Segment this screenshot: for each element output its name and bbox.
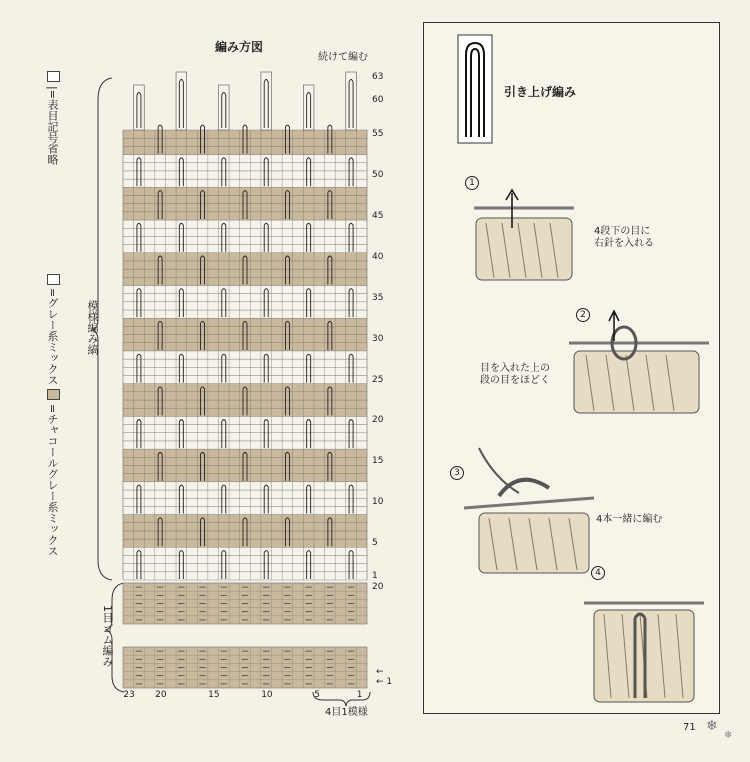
continuation-column [134, 85, 145, 130]
row-number: 5 [372, 538, 378, 549]
chart-row [123, 547, 367, 555]
step-4-illustration [579, 588, 709, 708]
chart-row [123, 302, 367, 310]
chart-row [123, 531, 367, 539]
chart-row [123, 179, 367, 187]
chart-row [123, 498, 367, 506]
row-number: 55 [372, 129, 384, 140]
step-2-illustration [564, 303, 714, 423]
flower-decoration-icon: ❄ [706, 718, 718, 734]
step-3-number: 3 [450, 466, 464, 480]
chart-row [123, 465, 367, 473]
chart-row [123, 408, 367, 416]
row-number: 45 [372, 210, 384, 221]
chart-row [123, 294, 367, 302]
chart-row [123, 261, 367, 269]
chart-row [123, 204, 367, 212]
chart-row [123, 457, 367, 465]
chart-row [123, 384, 367, 392]
chart-row [123, 449, 367, 457]
row-number: 1 [372, 570, 378, 581]
chart-row [123, 130, 367, 138]
chart-row [123, 236, 367, 244]
chart-row [123, 220, 367, 228]
chart-row [123, 515, 367, 523]
chart-row [123, 425, 367, 433]
column-number: 1 [356, 690, 363, 700]
panel-title: 引き上げ編み [504, 85, 577, 99]
step-3-illustration [459, 438, 599, 578]
continuation-column [303, 85, 314, 130]
row-number: 15 [372, 456, 384, 467]
chart-row [123, 572, 367, 580]
chart-row [123, 285, 367, 293]
row-number: 20 [372, 415, 384, 426]
row-number: 10 [372, 497, 384, 508]
row-number: 40 [372, 251, 384, 262]
chart-row [123, 343, 367, 351]
row-number: 35 [372, 292, 384, 303]
continuation-column [261, 72, 272, 130]
chart-row [123, 212, 367, 220]
chart-row [123, 375, 367, 383]
chart-row [123, 564, 367, 572]
repeat-label: 4目1模様 [325, 707, 368, 718]
step-4-number: 4 [591, 566, 605, 580]
step-2-caption: 目を入れた上の 段の目をほどく [480, 363, 550, 386]
chart-row [123, 555, 367, 563]
chart-row [123, 359, 367, 367]
chart-row [123, 351, 367, 359]
legend-gray-text: =グレー系ミックス [46, 288, 59, 386]
column-number: 5 [314, 690, 320, 700]
chart-row [123, 367, 367, 375]
pattern-section-label: 模様編み縞 [86, 300, 99, 355]
step-2-number: 2 [576, 308, 590, 322]
chart-row [123, 269, 367, 277]
legend-knit-desc: =表目記号省略 [46, 89, 59, 165]
chart-row [123, 326, 367, 334]
chart-row [123, 195, 367, 203]
step-1-illustration [464, 178, 584, 288]
chart-row [123, 228, 367, 236]
chart-row [123, 539, 367, 547]
row-number: 63 [372, 72, 384, 82]
row-number: 25 [372, 374, 384, 385]
column-number: 10 [261, 690, 273, 700]
chart-row [123, 155, 367, 163]
legend-knit-symbol: | [46, 86, 59, 90]
column-number: 15 [208, 690, 220, 700]
continuation-column [218, 85, 229, 130]
chart-row [123, 310, 367, 318]
step-1-number: 1 [465, 176, 479, 190]
arrow-glyph: ← [376, 677, 384, 687]
chart-title: 編み方図 [215, 40, 264, 54]
chart-row [123, 335, 367, 343]
rib-row-number: 20 [372, 582, 384, 592]
chart-row [123, 416, 367, 424]
rib-row-one: 1 [386, 677, 393, 687]
column-number: 20 [155, 690, 167, 700]
chart-row [123, 490, 367, 498]
chart-row [123, 441, 367, 449]
row-number: 60 [372, 95, 384, 105]
chart-row [123, 277, 367, 285]
chart-row [123, 433, 367, 441]
rib-section-label: 1目ゴム編み [101, 605, 114, 667]
step-3-caption: 4本一緒に編む [596, 514, 663, 525]
continuation-column [176, 72, 187, 130]
chart-row [123, 482, 367, 490]
chart-row [123, 171, 367, 179]
chart-row [123, 253, 367, 261]
chart-row [123, 506, 367, 514]
chart-row [123, 400, 367, 408]
column-number: 23 [123, 690, 135, 700]
slip-stitch-symbol [456, 33, 496, 148]
chart-row [123, 187, 367, 195]
instruction-panel [423, 22, 720, 714]
chart-row [123, 138, 367, 146]
arrow-row-start: ← [376, 667, 384, 677]
chart-row [123, 474, 367, 482]
chart-row [123, 245, 367, 253]
chart-row [123, 146, 367, 154]
arrow-row-one [376, 677, 392, 687]
step-1-caption: 4段下の目に 右針を入れる [594, 226, 654, 249]
chart-row [123, 392, 367, 400]
chart-row [123, 318, 367, 326]
legend-charcoal-text: =チャコールグレー系ミックス [46, 404, 59, 557]
continue-label: 続けて編む [318, 52, 368, 63]
page-number: 71 [683, 722, 696, 733]
chart-row [123, 523, 367, 531]
row-number: 50 [372, 170, 384, 180]
continuation-column [346, 72, 357, 130]
chart-row [123, 163, 367, 171]
flower-decoration-small-icon: ❄ [724, 730, 733, 741]
row-number: 30 [372, 333, 384, 344]
